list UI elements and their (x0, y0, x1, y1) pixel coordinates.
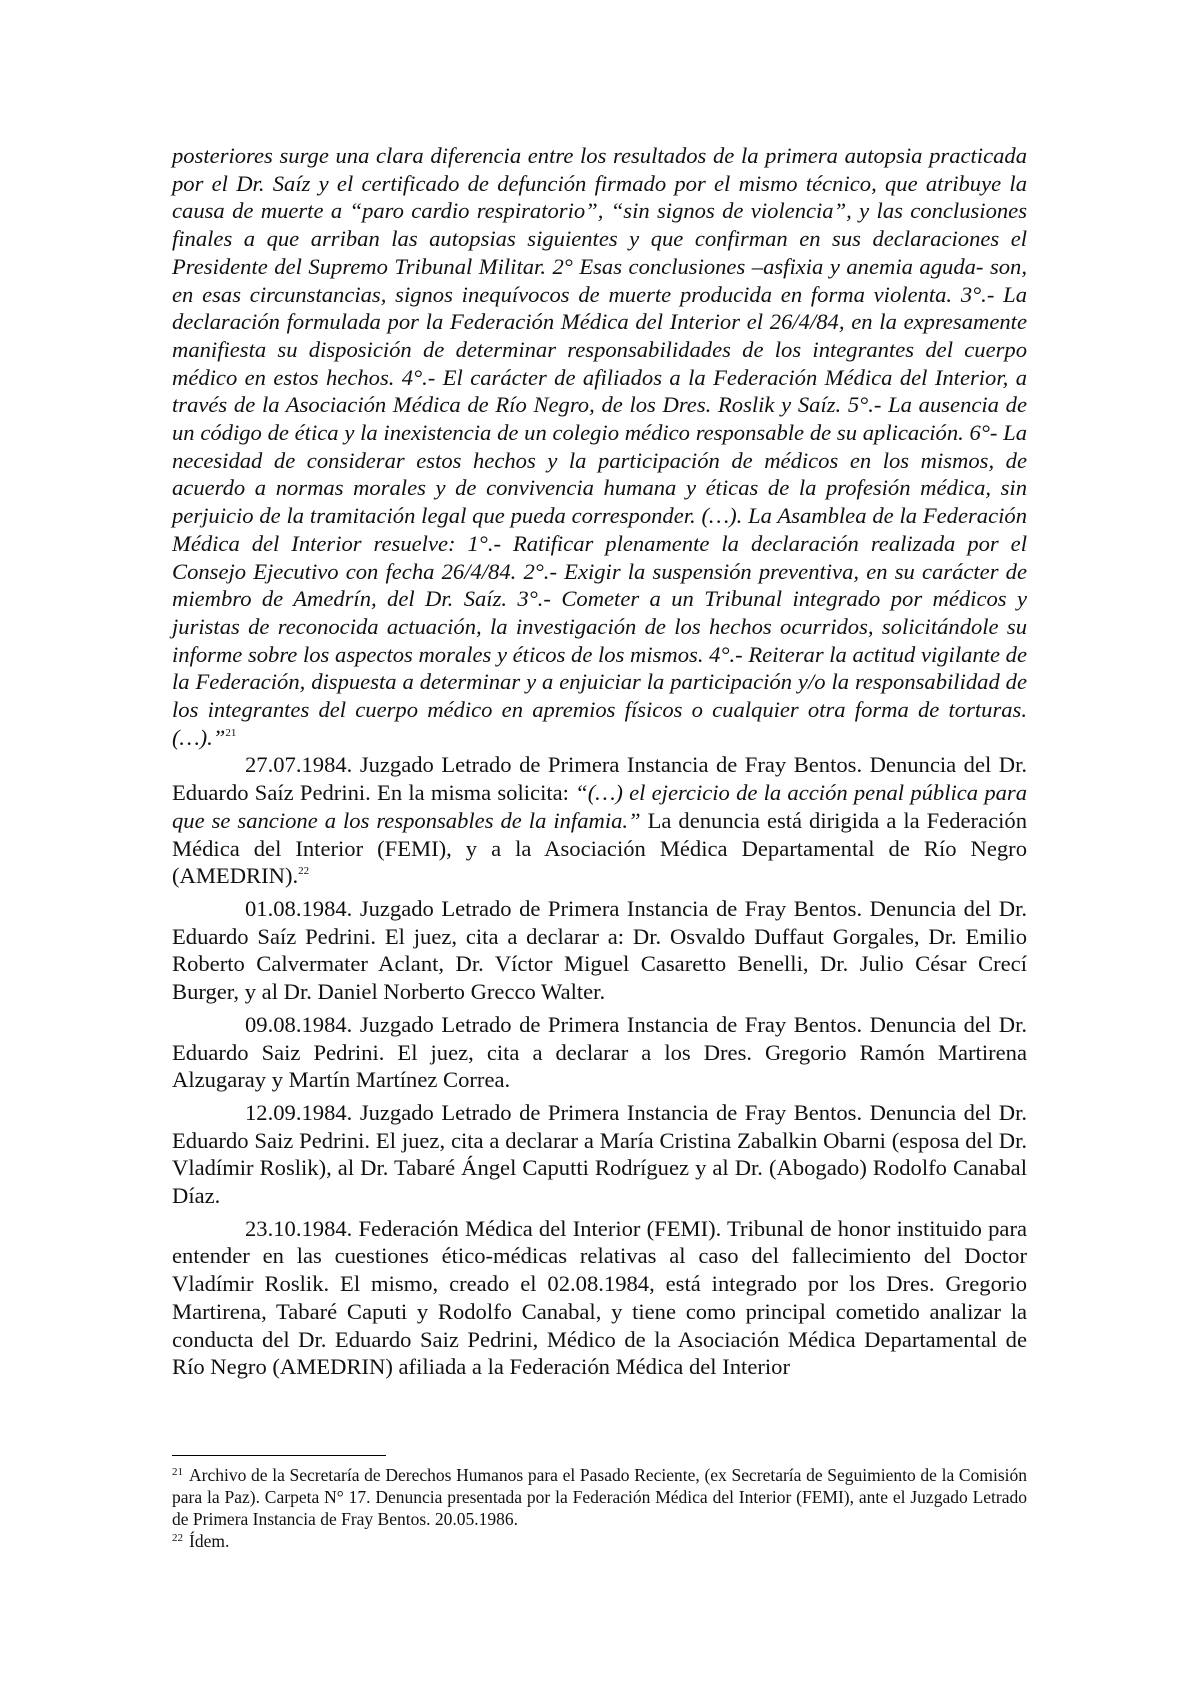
footnote-ref-21[interactable]: 21 (225, 726, 237, 739)
entry-text: La denuncia está dirigida a la Federación Médica del Interior (FEMI), y a la Asociación Médica Departamental de Río Negro (AMEDRIN). (172, 807, 1027, 889)
footnotes-section (172, 1455, 1027, 1552)
footnote-21 (172, 1464, 1027, 1530)
footnote-22 (172, 1530, 1027, 1552)
footnote-text: Archivo de la Secretaría de Derechos Humanos para el Pasado Reciente, (ex Secretaría de Seguimiento de la Comisión para la Paz). Carpeta N° 17. Denuncia presentada por la Federación Médica del Interior (FEMI), ante el Juzgado Letrado de Primera Instancia de Fray Bentos. 20.05.1986. (172, 1465, 1027, 1529)
footnote-number: 21 (172, 1466, 183, 1478)
quoted-declaration (172, 142, 1027, 751)
footnote-text: Ídem. (189, 1531, 230, 1551)
chronology-entry-3: 09.08.1984. Juzgado Letrado de Primera Instancia de Fray Bentos. Denuncia del Dr. Eduardo Saiz Pedrini. El juez, cita a declarar a los Dres. Gregorio Ramón Martirena Alzugaray y Martín Martínez Correa. (172, 1011, 1027, 1093)
footnote-separator (172, 1455, 386, 1456)
entry-quote: “(…) el ejercicio de la acción penal pública para que se sancione a los responsables de la infamia.” (172, 780, 1028, 833)
chronology-entry-4: 12.09.1984. Juzgado Letrado de Primera Instancia de Fray Bentos. Denuncia del Dr. Eduardo Saiz Pedrini. El juez, cita a declarar a María Cristina Zabalkin Obarni (esposa del Dr. Vladímir Roslik), al Dr. Tabaré Ángel Caputti Rodríguez y al Dr. (Abogado) Rodolfo Canabal Díaz. (172, 1099, 1027, 1209)
chronology-entry-1 (172, 751, 1027, 890)
quote-text: posteriores surge una clara diferencia entre los resultados de la primera autopsia practicada por el Dr. Saíz y el certificado de defunción firmado por el mismo técnico, que atribuye la causa de muerte a “paro cardio respiratorio”, “sin signos de violencia”, y las conclusiones finales a que arriban las autopsias siguientes y que confirman en sus declaraciones el Presidente del Supremo Tribunal Militar. 2° Esas conclusiones –asfixia y anemia aguda- son, en esas circunstancias, signos inequívocos de muerte producida en forma violenta. 3°.- La declaración formulada por la Federación Médica del Interior el 26/4/84, en la expresamente manifiesta su disposición de determinar responsabilidades de los integrantes del cuerpo médico en estos hechos. 4°.- El carácter de afiliados a la Federación Médica del Interior, a través de la Asociación Médica de Río Negro, de los Dres. Roslik y Saíz. 5°.- La ausencia de un código de ética y la inexistencia de un colegio médico responsable de su aplicación. 6°- La necesidad de considerar estos hechos y la participación de médicos en los mismos, de acuerdo a normas morales y de convivencia humana y éticas de la profesión médica, sin perjuicio de la tramitación legal que pueda corresponder. (…). La Asamblea de la Federación Médica del Interior resuelve: 1°.- Ratificar plenamente la declaración realizada por el Consejo Ejecutivo con fecha 26/4/84. 2°.- Exigir la suspensión preventiva, en su carácter de miembro de Amedrín, del Dr. Saíz. 3°.- Cometer a un Tribunal integrado por médicos y juristas de reconocida actuación, la investigación de los hechos ocurridos, solicitándole su informe sobre los aspectos morales y éticos de los mismos. 4°.- Reiterar la actitud vigilante de la Federación, dispuesta a determinar y a enjuiciar la participación y/o la responsabilidad de los integrantes del cuerpo médico en apremios físicos o cualquier otra forma de torturas. (…).” (172, 143, 1027, 750)
footnote-number: 22 (172, 1532, 183, 1544)
document-body (172, 142, 1027, 1381)
footnote-ref-22[interactable]: 22 (298, 865, 310, 878)
chronology-entry-5: 23.10.1984. Federación Médica del Interior (FEMI). Tribunal de honor instituido para entender en las cuestiones ético-médicas relativas al caso del fallecimiento del Doctor Vladímir Roslik. El mismo, creado el 02.08.1984, está integrado por los Dres. Gregorio Martirena, Tabaré Caputi y Rodolfo Canabal, y tiene como principal cometido analizar la conducta del Dr. Eduardo Saiz Pedrini, Médico de la Asociación Médica Departamental de Río Negro (AMEDRIN) afiliada a la Federación Médica del Interior (172, 1215, 1027, 1380)
chronology-entry-2: 01.08.1984. Juzgado Letrado de Primera Instancia de Fray Bentos. Denuncia del Dr. Eduardo Saíz Pedrini. El juez, cita a declarar a: Dr. Osvaldo Duffaut Gorgales, Dr. Emilio Roberto Calvermater Aclant, Dr. Víctor Miguel Casaretto Benelli, Dr. Julio César Crecí Burger, y al Dr. Daniel Norberto Grecco Walter. (172, 895, 1027, 1005)
entry-text: 27.07.1984. Juzgado Letrado de Primera Instancia de Fray Bentos. Denuncia del Dr. Eduardo Saíz Pedrini. En la misma solicita: (172, 752, 1027, 806)
